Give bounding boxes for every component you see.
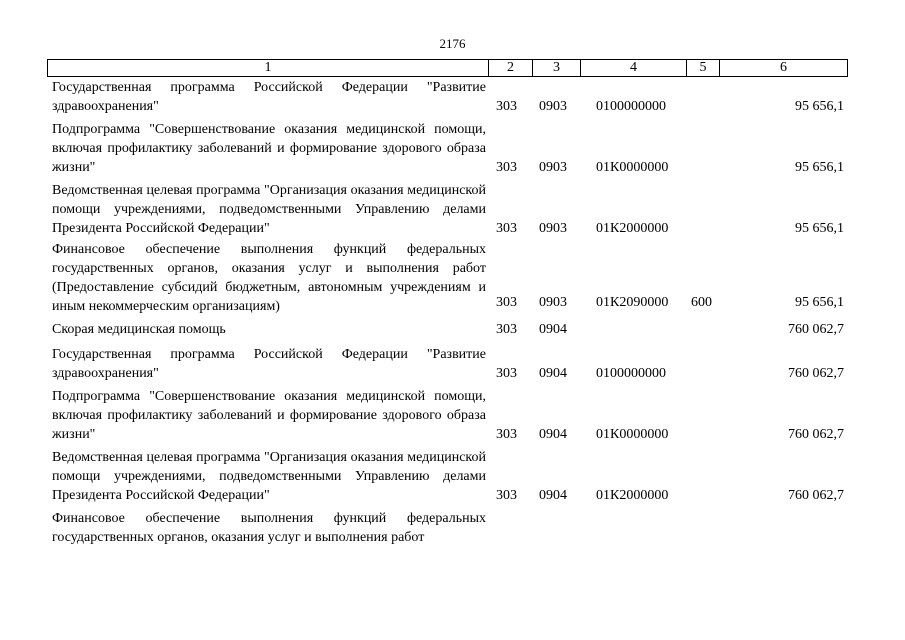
row-col-3: 0904 [539,427,567,442]
row-description: Финансовое обеспечение выполнения функций федеральных государственных органов, оказания услуг и выполнения работ (Предоставление субсидий бюджетным, автономным учреждениям и иным некоммерческим организациям) [52,242,486,314]
row-col-6: 95 656,1 [795,99,844,114]
header-col-6: 6 [780,60,787,75]
row-col-4: 0100000000 [596,99,666,114]
row-col-6: 760 062,7 [788,488,844,503]
row-description: Ведомственная целевая программа "Организация оказания медицинской помощи учреждениями, подведомственными Управлению делами Президента Российской Федерации" [52,183,486,236]
row-col-2: 303 [496,295,517,310]
header-col-5: 5 [699,60,707,75]
row-description: Государственная программа Российской Федерации "Развитие здравоохранения" [52,347,486,381]
row-col-6: 760 062,7 [788,427,844,442]
row-col-3: 0903 [539,221,567,236]
row-col-4: 0100000000 [596,366,666,381]
row-col-6: 95 656,1 [795,295,844,310]
row-description: Ведомственная целевая программа "Организация оказания медицинской помощи учреждениями, подведомственными Управлению делами Президента Российской Федерации" [52,450,486,503]
row-col-4: 01К2000000 [596,488,669,503]
row-col-4: 01К2000000 [596,221,669,236]
row-col-3: 0903 [539,99,567,114]
row-col-6: 95 656,1 [795,221,844,236]
row-col-3: 0903 [539,160,567,175]
row-col-5: 600 [691,295,712,310]
row-col-4: 01К0000000 [596,427,669,442]
row-col-6: 760 062,7 [788,366,844,381]
row-col-3: 0904 [539,366,567,381]
row-col-2: 303 [496,99,517,114]
row-col-4: 01К2090000 [596,295,669,310]
row-col-2: 303 [496,427,517,442]
row-col-2: 303 [496,160,517,175]
row-col-3: 0904 [539,488,567,503]
row-col-2: 303 [496,366,517,381]
row-description: Скорая медицинская помощь [52,322,226,337]
header-col-1: 1 [264,60,272,75]
row-col-2: 303 [496,322,517,337]
row-col-3: 0904 [539,322,567,337]
page-number: 2176 [439,36,466,51]
table-header [47,59,848,77]
header-col-2: 2 [507,60,514,75]
row-col-2: 303 [496,221,517,236]
row-description: Подпрограмма "Совершенствование оказания медицинской помощи, включая профилактику заболеваний и формирование здорового образа жизни" [52,122,486,175]
row-col-4: 01К0000000 [596,160,669,175]
row-col-6: 760 062,7 [788,322,844,337]
header-col-3: 3 [553,60,560,75]
row-col-3: 0903 [539,295,567,310]
row-description: Государственная программа Российской Федерации "Развитие здравоохранения" [52,80,486,114]
row-col-2: 303 [496,488,517,503]
header-col-4: 4 [630,60,637,75]
row-col-6: 95 656,1 [795,160,844,175]
row-description: Подпрограмма "Совершенствование оказания медицинской помощи, включая профилактику заболеваний и формирование здорового образа жизни" [52,389,486,442]
row-description: Финансовое обеспечение выполнения функций федеральных государственных органов, оказания услуг и выполнения работ [52,511,486,545]
